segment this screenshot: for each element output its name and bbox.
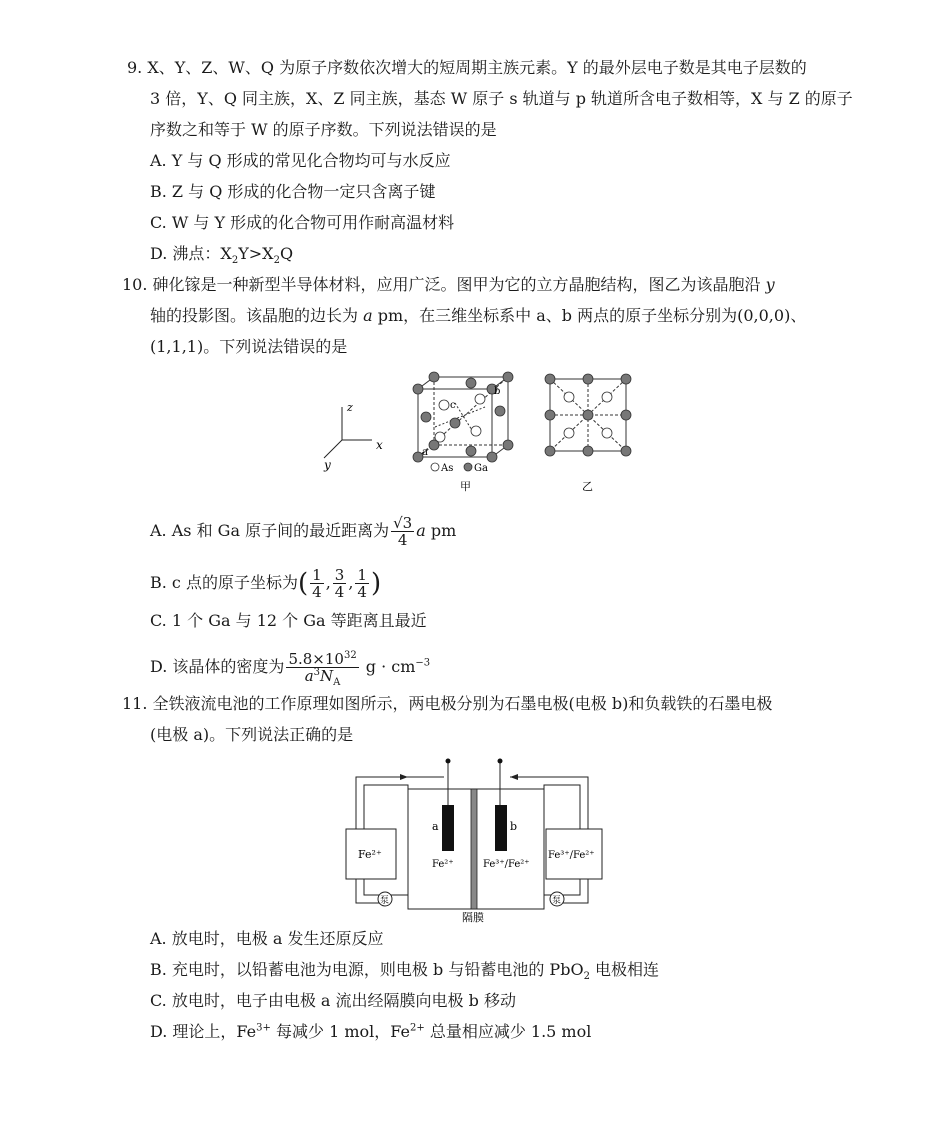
right-tank-label: Fe³⁺/Fe²⁺ [548,850,595,861]
electrode-a-label: a [432,820,439,833]
q11-stem-line-2: (电极 a)。下列说法正确的是 [150,725,354,744]
q9-option-d: D. 沸点：$X_2Y>X_2Q$ [150,244,294,267]
q10-option-c: C. 1 个 Ga 与 12 个 Ga 等距离且最近 [150,611,427,630]
legend-as-label: As [441,463,454,474]
q10-stem-line-1: 10. 砷化镓是一种新型半导体材料，应用广泛。图甲为它的立方晶胞结构，图乙为该晶胞沿 y [122,275,775,294]
electrode-a [442,805,454,851]
q10-crystal-figure [310,365,640,495]
membrane-label: 隔膜 [462,911,484,923]
axis-y-label: y [324,458,331,472]
q11-battery-figure [340,755,610,923]
q9-option-a: A. Y 与 Q 形成的常见化合物均可与水反应 [150,151,451,170]
right-pump-label: 泵 [552,896,562,906]
q11-option-a: A. 放电时，电极 a 发生还原反应 [150,929,384,948]
legend-ga-label: Ga [474,463,488,474]
q11-option-c: C. 放电时，电子由电极 a 流出经隔膜向电极 b 移动 [150,991,516,1010]
point-b-label: b [494,386,501,397]
q10-stem-line-3: (1,1,1)。下列说法错误的是 [150,337,348,356]
membrane [471,789,477,909]
q10-option-d: D. 该晶体的密度为 $\frac{5.8\times 10^{32}}{a^3N_A}$ $g \cdot cm^{-3}$ [150,650,431,688]
q11-option-b: B. 充电时，以铅蓄电池为电源，则电极 b 与铅蓄电池的 PbO$_2$ 电极相连 [150,960,660,983]
q9-stem-line-1: 9. X、Y、Z、W、Q 为原子序数依次增大的短周期主族元素。Y 的最外层电子数是其电子层数的 [127,58,807,77]
point-c-label: c [450,400,456,411]
caption-jia: 甲 [460,480,471,493]
legend-as-icon [431,463,439,471]
right-cell-label: Fe³⁺/Fe²⁺ [483,859,530,870]
legend-ga-icon [464,463,472,471]
electrode-b [495,805,507,851]
q10-option-b: B. c 点的原子坐标为( $\frac{1}{4}$ , $\frac{3}{4}$ , $\frac{1}{4}$ ) [150,566,382,601]
q9-option-b: B. Z 与 Q 形成的化合物一定只含离子键 [150,182,436,201]
as-atoms [435,394,485,442]
point-a-label: a [422,447,428,458]
q9-stem-line-3: 序数之和等于 W 的原子序数。下列说法错误的是 [150,120,497,139]
q10-option-a: A. As 和 Ga 原子间的最近距离为 $\frac{√3}{4}$ a pm [150,514,457,549]
left-tank-label: Fe²⁺ [358,848,382,861]
axis-x-label: x [376,438,383,452]
q9-stem-line-2: 3 倍，Y、Q 同主族，X、Z 同主族，基态 W 原子 s 轨道与 p 轨道所含电子数相等，X 与 Z 的原子 [150,89,853,108]
q11-stem-line-1: 11. 全铁液流电池的工作原理如图所示，两电极分别为石墨电极(电极 b)和负载铁的石墨电极 [122,694,773,713]
axis-z-label: z [347,401,353,414]
caption-yi: 乙 [582,480,593,493]
left-cell-label: Fe²⁺ [432,859,454,870]
electrode-b-label: b [510,820,518,833]
coordinate-axes [324,407,372,458]
q10-stem-line-2: 轴的投影图。该晶胞的边长为 a pm，在三维坐标系中 a、b 两点的原子坐标分别为(0,0,0)、 [150,306,807,325]
q11-option-d: D. 理论上，$Fe^{3+}$ 每减少 1 mol，$Fe^{2+}$ 总量相应减少 1.5 mol [150,1022,592,1041]
q9-option-c: C. W 与 Y 形成的化合物可用作耐高温材料 [150,213,455,232]
left-pump-label: 泵 [380,896,390,906]
